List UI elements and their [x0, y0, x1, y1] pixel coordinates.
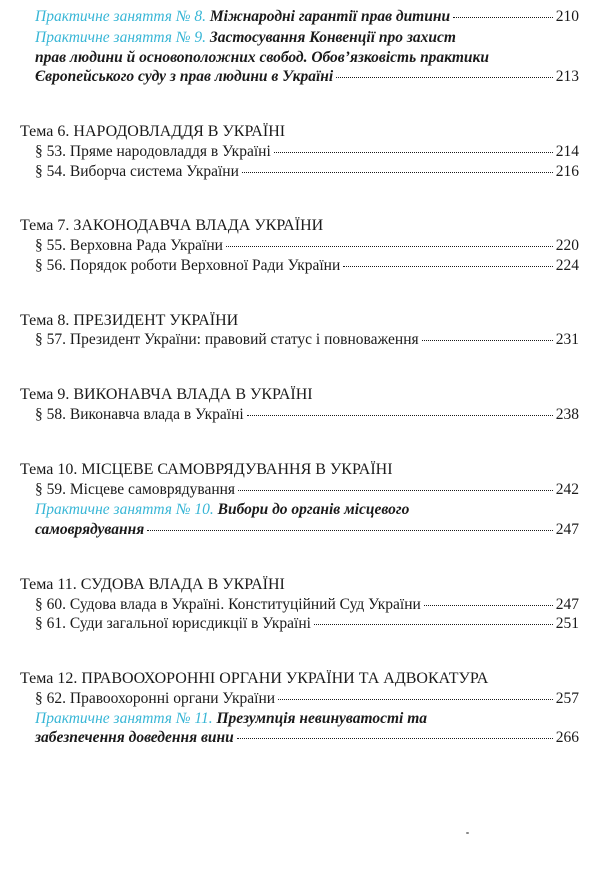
entry-title: § 54. Виборча система України	[35, 163, 239, 180]
entry-title: § 57. Президент України: правовий статус і повноваження	[35, 331, 419, 348]
toc-entry-53[interactable]	[35, 142, 579, 162]
entry-title: § 59. Місцеве самоврядування	[35, 481, 236, 498]
page-number: 266	[555, 729, 579, 746]
dot-leader	[424, 605, 553, 606]
toc-entry-practical-9[interactable]: Практичне заняття № 9. Застосування Конвенції про захист	[35, 29, 456, 46]
dot-leader	[274, 152, 553, 153]
page-number: 213	[555, 68, 579, 85]
toc-entry-practical-11-line2[interactable]	[35, 728, 579, 748]
page-number: 214	[555, 143, 579, 160]
dot-leader	[237, 738, 553, 739]
toc-entry-59[interactable]	[35, 480, 579, 500]
page-number: 247	[555, 596, 579, 613]
dot-leader	[278, 699, 553, 700]
topic-heading-12[interactable]: Тема 12. ПРАВООХОРОННІ ОРГАНИ УКРАЇНИ ТА АДВОКАТУРА	[20, 670, 489, 687]
toc-entry-55[interactable]	[35, 236, 579, 256]
topic-heading-11[interactable]: Тема 11. СУДОВА ВЛАДА В УКРАЇНІ	[20, 576, 285, 593]
dot-leader	[336, 77, 553, 78]
toc-entry-61[interactable]	[35, 614, 579, 634]
toc-entry-practical-11[interactable]: Практичне заняття № 11. Презумпція невинуватості та	[35, 710, 428, 727]
toc-entry-practical-8[interactable]	[35, 7, 579, 27]
page-number: 210	[555, 8, 579, 25]
entry-title: забезпечення доведення вини	[35, 729, 234, 746]
dot-leader	[147, 530, 553, 531]
dot-leader	[343, 266, 552, 267]
toc-entry-54[interactable]	[35, 162, 579, 182]
dot-leader	[453, 17, 553, 18]
topic-heading-9[interactable]: Тема 9. ВИКОНАВЧА ВЛАДА В УКРАЇНІ	[20, 386, 313, 403]
toc-entry-56[interactable]	[35, 256, 579, 276]
dot-leader	[247, 415, 553, 416]
page-number: 242	[555, 481, 579, 498]
print-speck	[466, 832, 469, 834]
toc-entry-practical-9-line3[interactable]	[35, 67, 579, 87]
entry-title: Практичне заняття № 8. Міжнародні гарантії прав дитини	[35, 8, 451, 25]
topic-heading-6[interactable]: Тема 6. НАРОДОВЛАДДЯ В УКРАЇНІ	[20, 123, 286, 140]
toc-entry-62[interactable]	[35, 689, 579, 709]
entry-title: Європейського суду з прав людини в Україні	[35, 68, 334, 85]
entry-title: § 60. Судова влада в Україні. Конституційний Суд України	[35, 596, 421, 613]
page-number: 224	[555, 257, 579, 274]
toc-entry-practical-10-line2[interactable]	[35, 520, 579, 540]
entry-title: самоврядування	[35, 521, 145, 538]
toc-entry-60[interactable]	[35, 595, 579, 615]
dot-leader	[242, 172, 553, 173]
entry-title: § 62. Правоохоронні органи України	[35, 690, 276, 707]
page-number: 247	[555, 521, 579, 538]
page-number: 257	[555, 690, 579, 707]
entry-title: § 58. Виконавча влада в Україні	[35, 406, 244, 423]
entry-title: § 61. Суди загальної юрисдикції в Україні	[35, 615, 311, 632]
dot-leader	[226, 246, 553, 247]
entry-title: § 56. Порядок роботи Верховної Ради України	[35, 257, 341, 274]
dot-leader	[314, 624, 553, 625]
page-number: 231	[555, 331, 579, 348]
dot-leader	[422, 340, 553, 341]
topic-heading-7[interactable]: Тема 7. ЗАКОНОДАВЧА ВЛАДА УКРАЇНИ	[20, 217, 324, 234]
page-number: 251	[555, 615, 579, 632]
dot-leader	[238, 490, 553, 491]
page-number: 220	[555, 237, 579, 254]
page-number: 216	[555, 163, 579, 180]
toc-entry-57[interactable]	[35, 330, 579, 350]
topic-heading-8[interactable]: Тема 8. ПРЕЗИДЕНТ УКРАЇНИ	[20, 312, 239, 329]
toc-entry-practical-9-line2: прав людини й основоположних свобод. Обов’язковість практики	[35, 49, 489, 66]
page-number: 238	[555, 406, 579, 423]
entry-title: § 55. Верховна Рада України	[35, 237, 223, 254]
toc-entry-practical-10[interactable]: Практичне заняття № 10. Вибори до органів місцевого	[35, 501, 410, 518]
entry-title: § 53. Пряме народовладдя в Україні	[35, 143, 271, 160]
toc-entry-58[interactable]	[35, 405, 579, 425]
topic-heading-10[interactable]: Тема 10. МІСЦЕВЕ САМОВРЯДУВАННЯ В УКРАЇНІ	[20, 461, 393, 478]
